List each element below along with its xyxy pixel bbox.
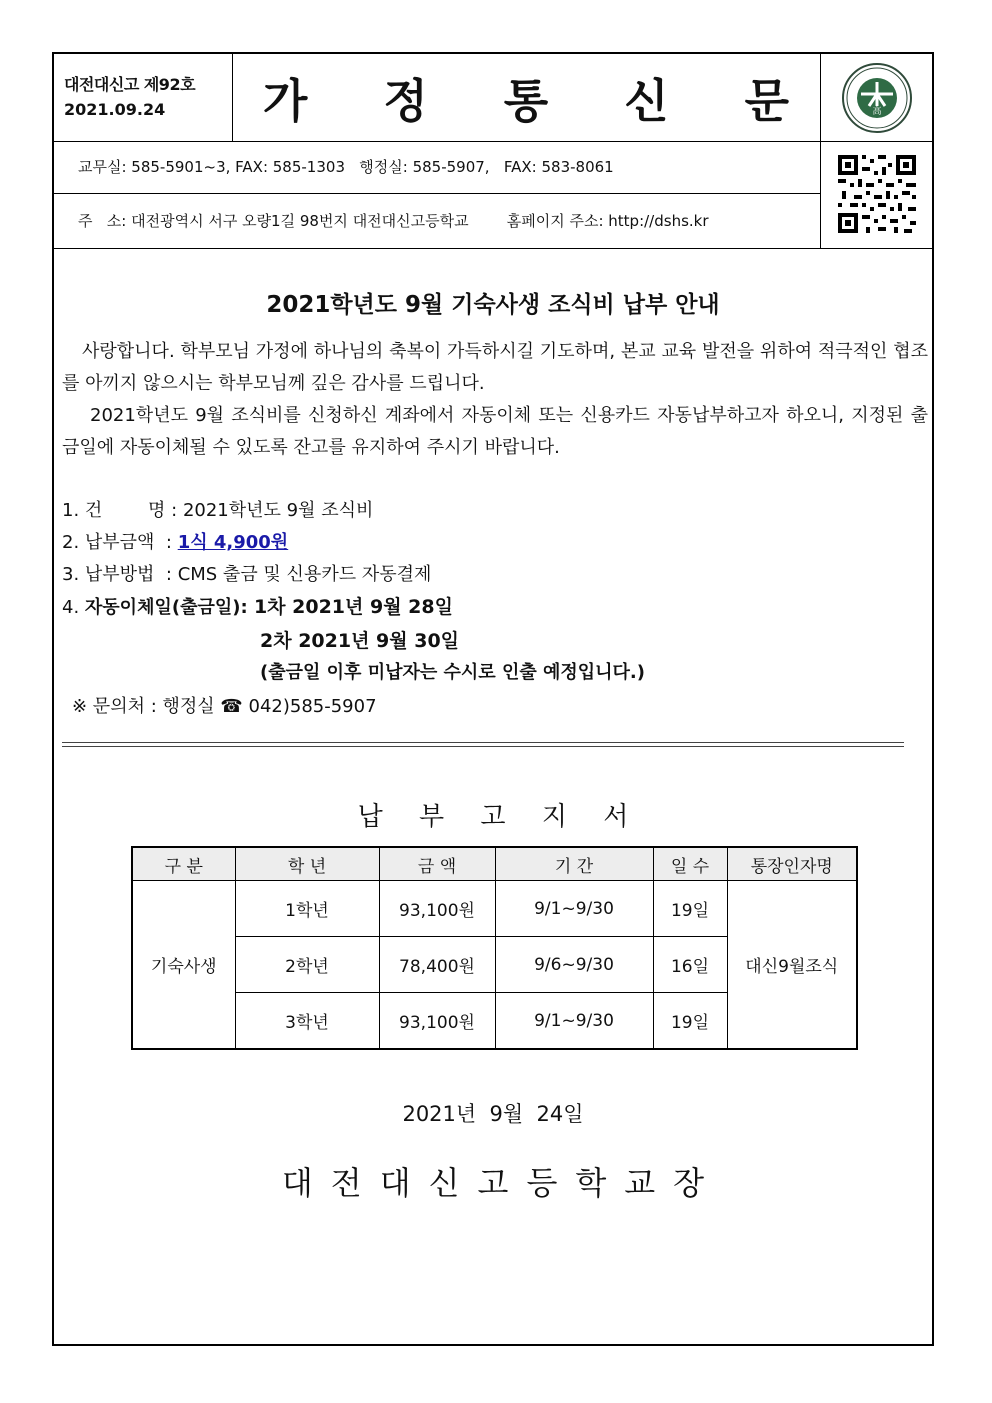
- address-info: 주 소: 대전광역시 서구 오량1길 98번지 대전대신고등학교 홈페이지 주소: http://dshs.kr: [78, 212, 709, 230]
- col-header: 학 년: [235, 847, 379, 881]
- newsletter-title: 가 정 통 신 문: [262, 73, 820, 128]
- document-frame: [52, 52, 934, 1346]
- principal-signature: 대전대신고등학교장: [281, 1164, 723, 1202]
- school-emblem-icon: [821, 54, 933, 141]
- period-cell: 9/6~9/30: [495, 937, 653, 993]
- instruction-paragraph: 2021학년도 9월 조식비를 신청하신 계좌에서 자동이체 또는 신용카드 자동납부하고자 하오니, 지정된 출금일에 자동이체될 수 있도록 잔고를 유지하여 주시기 바랍니다.: [62, 405, 928, 458]
- item-amount: 2. 납부금액 : 1식 4,900원: [62, 532, 289, 553]
- contact-row: [54, 141, 820, 194]
- fee-table: [131, 846, 858, 1050]
- contact-info: 교무실: 585-5901~3, FAX: 585-1303 행정실: 585-5907, FAX: 583-8061: [78, 158, 614, 176]
- category-cell: 기숙사생: [132, 881, 235, 1050]
- table-header-row: [132, 847, 857, 881]
- second-debit-date: 2차 2021년 9월 30일: [260, 630, 460, 652]
- amount-cell: 93,100원: [379, 993, 495, 1050]
- days-cell: 19일: [653, 993, 727, 1050]
- period-cell: 9/1~9/30: [495, 993, 653, 1050]
- grade-cell: 3학년: [235, 993, 379, 1050]
- col-header: 금 액: [379, 847, 495, 881]
- address-row: [54, 193, 820, 248]
- svg-text:高: 高: [872, 107, 882, 117]
- period-cell: 9/1~9/30: [495, 881, 653, 937]
- item-title: 1. 건 명 : 2021학년도 9월 조식비: [62, 500, 374, 521]
- issue-box: [54, 54, 233, 141]
- header-divider: [54, 248, 932, 249]
- debit-note: (출금일 이후 미납자는 수시로 인출 예정입니다.): [260, 662, 645, 683]
- grade-cell: 1학년: [235, 881, 379, 937]
- greeting-paragraph: 사랑합니다. 학부모님 가정에 하나님의 축복이 가득하시길 기도하며, 본교 교육 발전을 위하여 적극적인 협조를 아끼지 않으시는 학부모님께 깊은 감사를 드립니다.: [62, 341, 928, 394]
- amount-cell: 93,100원: [379, 881, 495, 937]
- col-header: 구 분: [132, 847, 235, 881]
- amount-value: 1식 4,900원: [177, 532, 289, 553]
- qr-box: [820, 141, 933, 248]
- logo-box: [820, 54, 933, 141]
- col-header: 기 간: [495, 847, 653, 881]
- account-name-cell: 대신9월조식: [727, 881, 857, 1050]
- notice-title: 2021학년도 9월 기숙사생 조식비 납부 안내: [266, 292, 720, 318]
- inquiry-contact: ※ 문의처 : 행정실 ☎ 042)585-5907: [72, 696, 377, 717]
- qr-code-icon[interactable]: [821, 141, 933, 248]
- fee-form-title: 납 부 고 지 서: [357, 802, 643, 832]
- issue-date: 2021.09.24: [64, 100, 166, 119]
- days-cell: 16일: [653, 937, 727, 993]
- header-top-row: [54, 54, 932, 142]
- days-cell: 19일: [653, 881, 727, 937]
- col-header: 일 수: [653, 847, 727, 881]
- grade-cell: 2학년: [235, 937, 379, 993]
- item-method: 3. 납부방법 : CMS 출금 및 신용카드 자동결제: [62, 564, 432, 585]
- issue-number: 대전대신고 제92호: [64, 75, 196, 94]
- double-divider: [62, 742, 904, 747]
- amount-cell: 78,400원: [379, 937, 495, 993]
- table-row: [132, 881, 857, 937]
- issue-date-signature: 2021년 9월 24일: [402, 1102, 584, 1126]
- item-debit-date: 4. 자동이체일(출금일): 1차 2021년 9월 28일: [62, 596, 453, 618]
- col-header: 통장인자명: [727, 847, 857, 881]
